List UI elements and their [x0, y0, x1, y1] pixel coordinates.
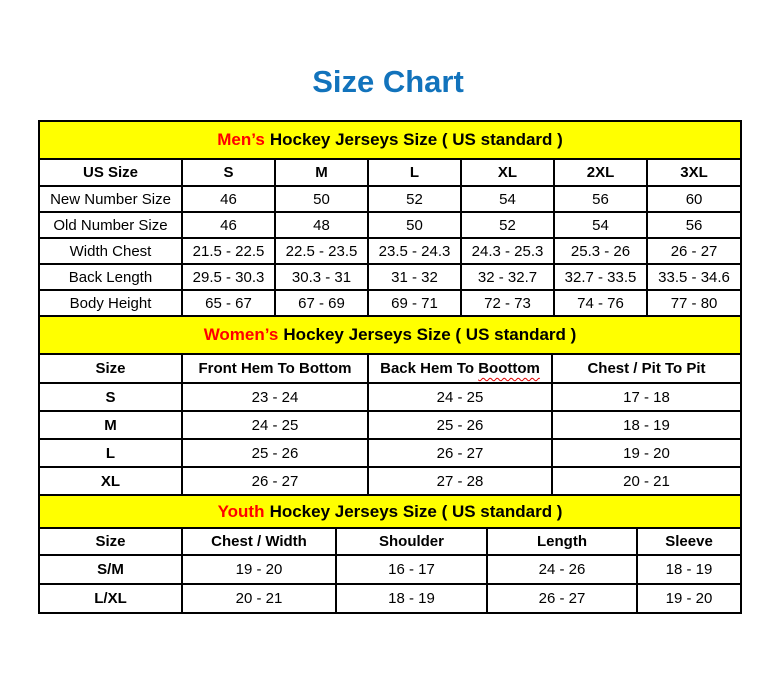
table-row — [39, 411, 741, 439]
mens-cell: 52 — [461, 212, 554, 238]
youth-col-header: Length — [487, 528, 637, 555]
youth-section-title-rest: Hockey Jerseys Size ( US standard ) — [269, 501, 563, 521]
youth-size-table — [38, 494, 742, 614]
mens-cell: 32.7 - 33.5 — [554, 264, 647, 290]
mens-col-header: US Size — [39, 159, 182, 186]
youth-col-header: Shoulder — [336, 528, 487, 555]
youth-col-header: Size — [39, 528, 182, 555]
mens-size-table — [38, 120, 742, 317]
youth-col-header: Chest / Width — [182, 528, 336, 555]
youth-cell: 20 - 21 — [182, 584, 336, 613]
mens-band-row — [39, 121, 741, 159]
table-row — [39, 238, 741, 264]
mens-header-row — [39, 159, 741, 186]
womens-band-row — [39, 316, 741, 354]
mens-cell: 60 — [647, 186, 741, 212]
mens-cell: 23.5 - 24.3 — [368, 238, 461, 264]
mens-section-title-highlight: Men’s — [217, 130, 265, 149]
mens-col-header: L — [368, 159, 461, 186]
mens-cell: 56 — [554, 186, 647, 212]
youth-band-row — [39, 495, 741, 528]
mens-cell: 74 - 76 — [554, 290, 647, 316]
womens-col-header-back-hem — [368, 354, 552, 383]
mens-cell: 30.3 - 31 — [275, 264, 368, 290]
mens-cell: 77 - 80 — [647, 290, 741, 316]
table-row — [39, 212, 741, 238]
table-row — [39, 264, 741, 290]
womens-header-row — [39, 354, 741, 383]
womens-cell: 27 - 28 — [368, 467, 552, 495]
youth-section-title — [39, 495, 741, 528]
womens-col-header: Front Hem To Bottom — [182, 354, 368, 383]
youth-row-label: S/M — [39, 555, 182, 584]
mens-cell: 69 - 71 — [368, 290, 461, 316]
womens-col-header: Size — [39, 354, 182, 383]
mens-section-title-rest: Hockey Jerseys Size ( US standard ) — [269, 130, 563, 149]
mens-cell: 33.5 - 34.6 — [647, 264, 741, 290]
mens-cell: 65 - 67 — [182, 290, 275, 316]
table-row — [39, 555, 741, 584]
youth-cell: 26 - 27 — [487, 584, 637, 613]
womens-section-title-rest: Hockey Jerseys Size ( US standard ) — [283, 325, 577, 344]
mens-cell: 46 — [182, 186, 275, 212]
youth-col-header: Sleeve — [637, 528, 741, 555]
womens-cell: 26 - 27 — [368, 439, 552, 467]
size-chart-tables — [38, 120, 740, 614]
womens-cell: 17 - 18 — [552, 383, 741, 411]
mens-row-label: Back Length — [39, 264, 182, 290]
womens-row-label: L — [39, 439, 182, 467]
table-row — [39, 439, 741, 467]
womens-cell: 18 - 19 — [552, 411, 741, 439]
mens-cell: 22.5 - 23.5 — [275, 238, 368, 264]
womens-row-label: XL — [39, 467, 182, 495]
mens-cell: 26 - 27 — [647, 238, 741, 264]
womens-cell: 23 - 24 — [182, 383, 368, 411]
mens-cell: 48 — [275, 212, 368, 238]
youth-cell: 18 - 19 — [336, 584, 487, 613]
mens-col-header: 3XL — [647, 159, 741, 186]
womens-cell: 25 - 26 — [182, 439, 368, 467]
table-row — [39, 467, 741, 495]
womens-size-table — [38, 315, 742, 496]
mens-cell: 24.3 - 25.3 — [461, 238, 554, 264]
youth-cell: 18 - 19 — [637, 555, 741, 584]
mens-cell: 72 - 73 — [461, 290, 554, 316]
mens-col-header: XL — [461, 159, 554, 186]
mens-cell: 31 - 32 — [368, 264, 461, 290]
womens-cell: 26 - 27 — [182, 467, 368, 495]
mens-row-label: Width Chest — [39, 238, 182, 264]
womens-cell: 24 - 25 — [368, 383, 552, 411]
mens-col-header: 2XL — [554, 159, 647, 186]
womens-col-header: Chest / Pit To Pit — [552, 354, 741, 383]
youth-cell: 24 - 26 — [487, 555, 637, 584]
mens-cell: 29.5 - 30.3 — [182, 264, 275, 290]
youth-cell: 19 - 20 — [637, 584, 741, 613]
back-hem-misspelled-word: Boottom — [478, 360, 540, 377]
mens-row-label: Old Number Size — [39, 212, 182, 238]
youth-cell: 19 - 20 — [182, 555, 336, 584]
youth-cell: 16 - 17 — [336, 555, 487, 584]
table-row — [39, 584, 741, 613]
womens-section-title-highlight: Women’s — [203, 325, 279, 344]
mens-cell: 46 — [182, 212, 275, 238]
youth-row-label: L/XL — [39, 584, 182, 613]
youth-section-title-highlight: Youth — [217, 501, 265, 521]
table-row — [39, 383, 741, 411]
page-title: Size Chart — [312, 64, 464, 99]
mens-section-title — [39, 121, 741, 159]
womens-row-label: M — [39, 411, 182, 439]
womens-cell: 19 - 20 — [552, 439, 741, 467]
mens-cell: 50 — [368, 212, 461, 238]
mens-cell: 54 — [554, 212, 647, 238]
youth-header-row — [39, 528, 741, 555]
mens-cell: 21.5 - 22.5 — [182, 238, 275, 264]
mens-col-header: M — [275, 159, 368, 186]
back-hem-prefix: Back Hem To — [380, 360, 479, 377]
mens-cell: 25.3 - 26 — [554, 238, 647, 264]
womens-cell: 25 - 26 — [368, 411, 552, 439]
mens-row-label: New Number Size — [39, 186, 182, 212]
womens-cell: 24 - 25 — [182, 411, 368, 439]
table-row — [39, 186, 741, 212]
mens-cell: 32 - 32.7 — [461, 264, 554, 290]
mens-col-header: S — [182, 159, 275, 186]
womens-cell: 20 - 21 — [552, 467, 741, 495]
mens-cell: 54 — [461, 186, 554, 212]
mens-row-label: Body Height — [39, 290, 182, 316]
mens-cell: 52 — [368, 186, 461, 212]
womens-row-label: S — [39, 383, 182, 411]
mens-cell: 50 — [275, 186, 368, 212]
table-row — [39, 290, 741, 316]
mens-cell: 56 — [647, 212, 741, 238]
mens-cell: 67 - 69 — [275, 290, 368, 316]
womens-section-title — [39, 316, 741, 354]
